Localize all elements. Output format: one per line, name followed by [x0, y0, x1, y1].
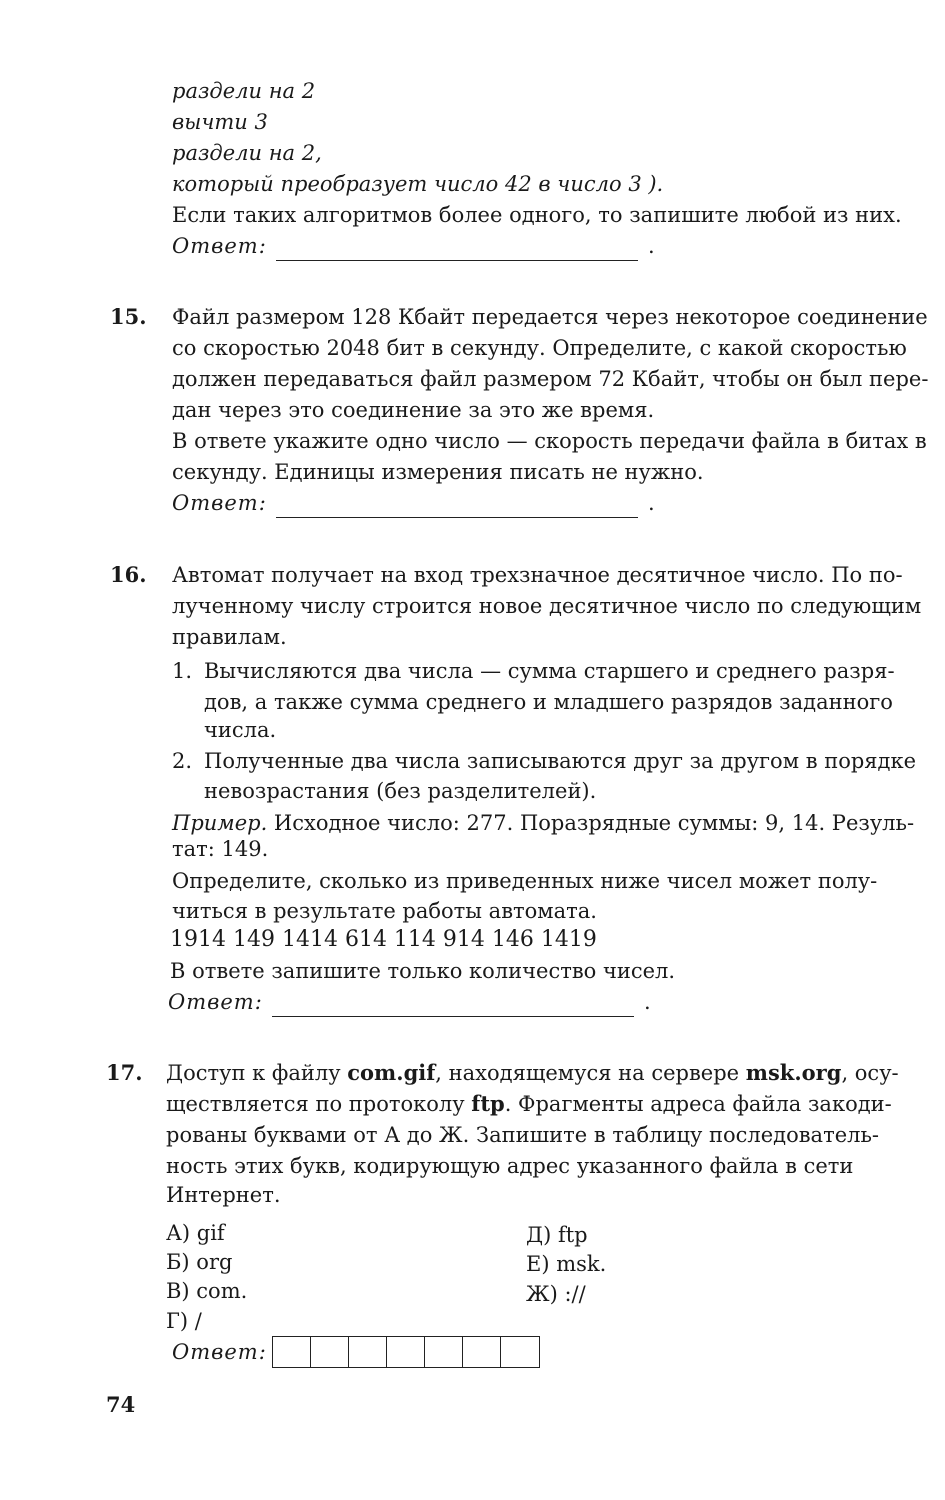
rule-1-number: 1. — [172, 659, 193, 683]
option-g: Г) / — [166, 1309, 202, 1333]
task17-line-5: Интернет. — [166, 1183, 281, 1207]
answer-cell[interactable] — [387, 1337, 425, 1367]
answer-cell[interactable] — [311, 1337, 349, 1367]
rule-2-line-2: невозрастания (без разделителей). — [204, 779, 597, 803]
answer-row-14 — [172, 234, 672, 264]
answer-cell[interactable] — [501, 1337, 539, 1367]
answer-input-line[interactable] — [276, 260, 638, 261]
option-e: Е) msk. — [526, 1252, 607, 1276]
answer-cell[interactable] — [273, 1337, 311, 1367]
task16-line-2: лученному числу строится новое десятичное число по следующим — [172, 594, 922, 618]
task15-line-6: секунду. Единицы измерения писать не нужно. — [172, 460, 704, 484]
example-line-2: тат: 149. — [172, 837, 269, 861]
option-v: В) com. — [166, 1279, 248, 1303]
intro-line-2: вычти 3 — [172, 110, 268, 134]
task16-question-2: читься в результате работы автомата. — [172, 899, 597, 923]
task16-final: В ответе запишите только количество чисел. — [170, 959, 676, 983]
protocol-name: ftp — [471, 1091, 505, 1116]
answer-label-17: Ответ: — [172, 1340, 267, 1364]
task17-line-2 — [166, 1089, 892, 1119]
text-fragment: , осу- — [841, 1061, 899, 1085]
answer-label: Ответ: — [168, 990, 263, 1014]
task15-line-5: В ответе укажите одно число — скорость передачи файла в битах в — [172, 429, 927, 453]
task15-line-4: дан через это соединение за это же время. — [172, 398, 655, 422]
answer-dot: . — [644, 990, 651, 1014]
answer-row-16 — [168, 990, 668, 1020]
page-number: 74 — [106, 1392, 136, 1417]
answer-row-15 — [172, 491, 672, 521]
rule-1-line-3: числа. — [204, 718, 277, 742]
example-label: Пример. — [172, 811, 268, 835]
answer-cell[interactable] — [349, 1337, 387, 1367]
intro-line-3: раздели на 2, — [172, 141, 322, 165]
task-number-17: 17. — [106, 1060, 143, 1085]
option-d: Д) ftp — [526, 1223, 588, 1247]
rule-1-line-2: дов, а также сумма среднего и младшего разрядов заданного — [204, 690, 893, 714]
task15-line-1: Файл размером 128 Кбайт передается через некоторое соединение — [172, 305, 928, 329]
task15-line-3: должен передаваться файл размером 72 Кбайт, чтобы он был пере- — [172, 367, 929, 391]
rule-2-number: 2. — [172, 749, 193, 773]
answer-label: Ответ: — [172, 491, 267, 515]
task16-question-1: Определите, сколько из приведенных ниже чисел может полу- — [172, 869, 878, 893]
option-a: А) gif — [166, 1221, 225, 1245]
option-zh: Ж) :// — [526, 1282, 586, 1306]
answer-dot: . — [648, 234, 655, 258]
number-list: 1914 149 1414 614 114 914 146 1419 — [170, 927, 597, 952]
answer-dot: . — [648, 491, 655, 515]
answer-input-line[interactable] — [272, 1016, 634, 1017]
text-fragment: ществляется по протоколу — [166, 1092, 472, 1116]
text-fragment: , находящемуся на сервере — [435, 1061, 746, 1085]
intro-note: Если таких алгоритмов более одного, то запишите любой из них. — [172, 203, 902, 227]
intro-line-4: который преобразует число 42 в число 3 ). — [172, 172, 664, 196]
server-name: msk.org — [745, 1060, 842, 1085]
example-line-1 — [172, 808, 914, 838]
answer-input-line[interactable] — [276, 517, 638, 518]
example-text: Исходное число: 277. Поразрядные суммы: 9, 14. Резуль- — [267, 811, 915, 835]
task-number-15: 15. — [110, 304, 147, 329]
text-fragment: . Фрагменты адреса файла закоди- — [504, 1092, 892, 1116]
task-number-16: 16. — [110, 562, 147, 587]
rule-2-line-1: Полученные два числа записываются друг за другом в порядке — [204, 749, 917, 773]
answer-cell[interactable] — [463, 1337, 501, 1367]
task17-line-4: ность этих букв, кодирующую адрес указанного файла в сети — [166, 1154, 854, 1178]
intro-line-1: раздели на 2 — [172, 79, 316, 103]
task16-line-1: Автомат получает на вход трехзначное десятичное число. По по- — [172, 563, 903, 587]
rule-1-line-1: Вычисляются два числа — сумма старшего и среднего разря- — [204, 659, 895, 683]
task17-line-3: рованы буквами от А до Ж. Запишите в таблицу последователь- — [166, 1123, 879, 1147]
option-b: Б) org — [166, 1250, 233, 1274]
task16-line-3: правилам. — [172, 625, 287, 649]
file-name: com.gif — [347, 1060, 436, 1085]
answer-grid — [272, 1336, 540, 1368]
text-fragment: Доступ к файлу — [166, 1061, 348, 1085]
answer-label: Ответ: — [172, 234, 267, 258]
answer-cell[interactable] — [425, 1337, 463, 1367]
task15-line-2: со скоростью 2048 бит в секунду. Определите, с какой скоростью — [172, 336, 907, 360]
task17-line-1 — [166, 1058, 899, 1088]
